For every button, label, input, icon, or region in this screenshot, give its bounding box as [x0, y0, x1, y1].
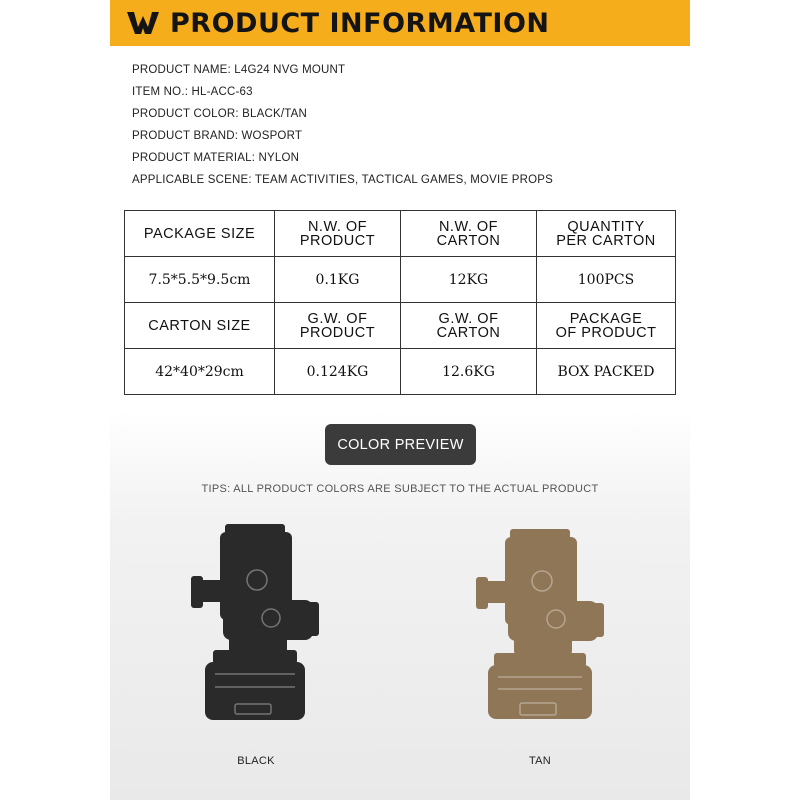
table-header-cell: G.W. OF CARTON — [401, 303, 537, 349]
table-row — [125, 257, 676, 303]
header-banner — [110, 0, 690, 46]
table-row — [125, 211, 676, 257]
table-value-cell: 12.6KG — [401, 349, 537, 395]
table-row — [125, 303, 676, 349]
info-product-brand: PRODUCT BRAND: WOSPORT — [132, 130, 303, 142]
black-caption: BLACK — [237, 755, 275, 767]
table-value-cell: 0.124KG — [275, 349, 401, 395]
info-applicable-scene: APPLICABLE SCENE: TEAM ACTIVITIES, TACTICAL GAMES, MOVIE PROPS — [132, 174, 553, 186]
info-product-color: PRODUCT COLOR: BLACK/TAN — [132, 108, 307, 120]
table-value-cell: 0.1KG — [275, 257, 401, 303]
product-info-list — [132, 62, 672, 194]
color-preview-button[interactable]: COLOR PREVIEW — [325, 424, 476, 465]
table-row — [125, 349, 676, 395]
table-value-cell: 7.5*5.5*9.5cm — [125, 257, 275, 303]
table-header-cell: QUANTITY PER CARTON — [537, 211, 676, 257]
table-header-cell: PACKAGE SIZE — [125, 211, 275, 257]
info-product-material: PRODUCT MATERIAL: NYLON — [132, 152, 300, 164]
table-header-cell: N.W. OF PRODUCT — [275, 211, 401, 257]
table-header-cell: PACKAGE OF PRODUCT — [537, 303, 676, 349]
table-header-cell: CARTON SIZE — [125, 303, 275, 349]
spec-table — [124, 210, 676, 395]
w-logo-icon — [126, 10, 160, 36]
info-product-name: PRODUCT NAME: L4G24 NVG MOUNT — [132, 64, 346, 76]
table-header-cell: G.W. OF PRODUCT — [275, 303, 401, 349]
info-item-no: ITEM NO.: HL-ACC-63 — [132, 86, 253, 98]
color-tips-text: TIPS: ALL PRODUCT COLORS ARE SUBJECT TO THE ACTUAL PRODUCT — [201, 483, 599, 495]
table-header-cell: N.W. OF CARTON — [401, 211, 537, 257]
table-value-cell: BOX PACKED — [537, 349, 676, 395]
tan-mount-image — [470, 527, 610, 742]
mount-body — [191, 524, 319, 720]
table-value-cell: 42*40*29cm — [125, 349, 275, 395]
page-title: PRODUCT INFORMATION — [170, 7, 550, 39]
table-value-cell: 12KG — [401, 257, 537, 303]
mount-body — [476, 529, 604, 719]
tan-caption: TAN — [528, 755, 552, 767]
black-mount-image — [185, 522, 325, 737]
table-value-cell: 100PCS — [537, 257, 676, 303]
